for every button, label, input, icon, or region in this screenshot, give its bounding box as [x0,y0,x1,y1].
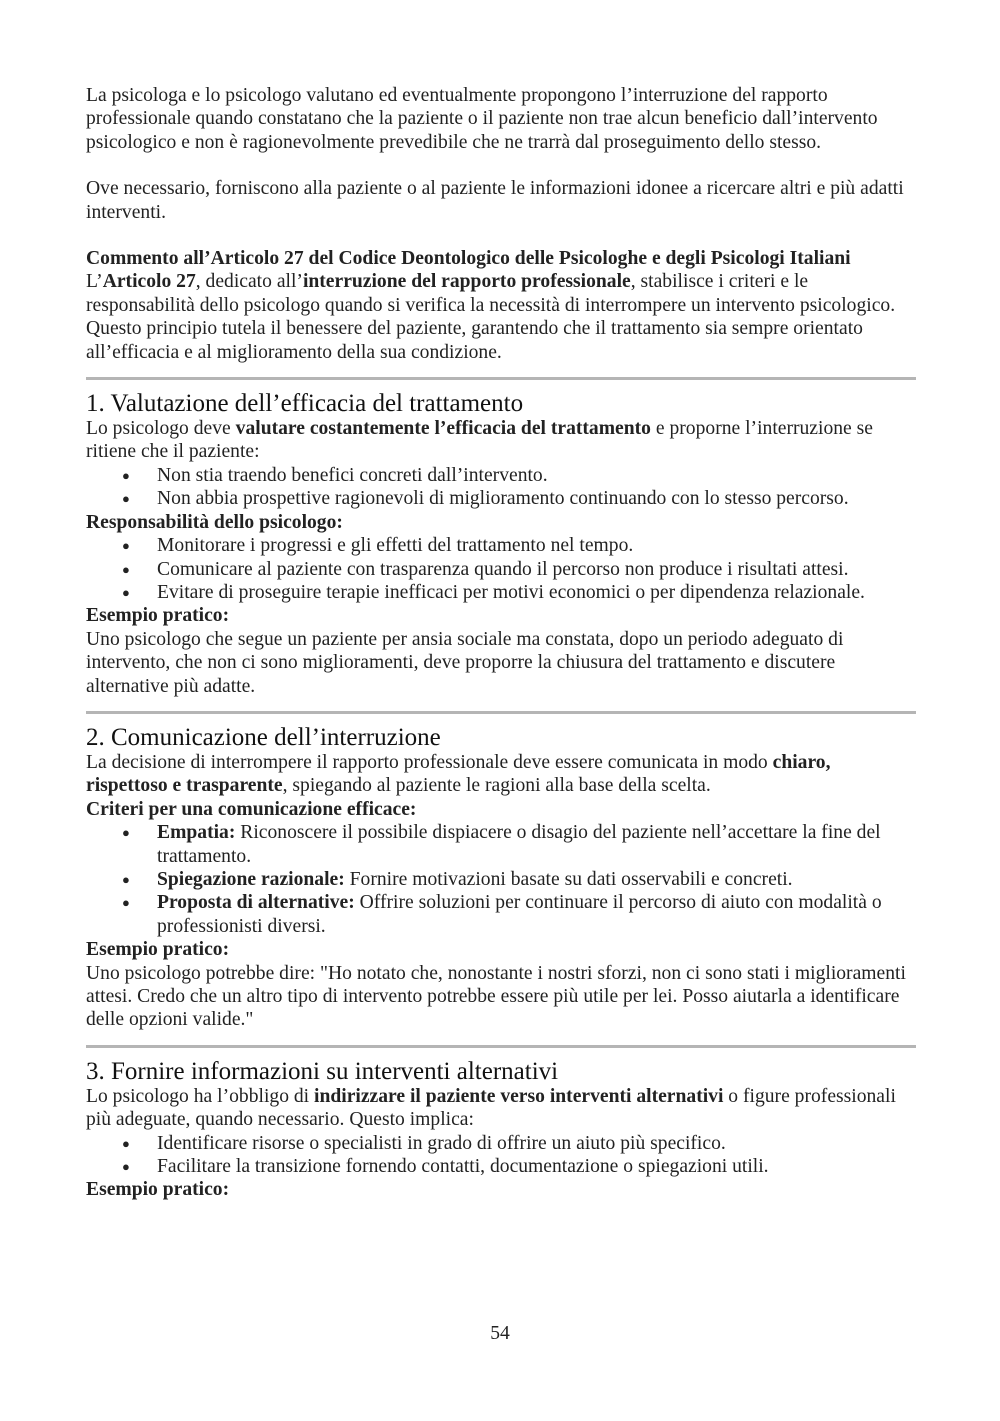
list-item: ● Evitare di proseguire terapie inefficaci per motivi economici o per dipendenza relazionale. [157,581,916,604]
section-2-text-2: , spiegando al paziente le ragioni alla base della scelta. [282,775,711,797]
section-2-criteria-list [86,821,916,938]
section-2-bold: chiaro, rispettoso e trasparente [86,751,831,797]
section-1-bullet-list [86,464,916,511]
section-2-example-heading: Esempio pratico: [86,939,230,961]
section-3-example-heading: Esempio pratico: [86,1179,230,1201]
section-1-text-2: e proporne l’interruzione se ritiene che il paziente: [86,418,873,463]
list-item [157,891,916,938]
criteria-label: Empatia: [157,822,236,844]
list-item: ● Facilitare la transizione fornendo contatti, documentazione o spiegazioni utili. [157,1155,916,1178]
section-divider [86,377,916,380]
comment-bold-topic: interruzione del rapporto professionale [302,271,631,293]
comment-text-3: , stabilisce i criteri e le responsabilità dello psicologo quando si verifica la necessità di interrompere un intervento psicologico. Questo principio tutela il benessere del paziente, garantendo che il trattamento sia sempre orientato all’efficacia e al miglioramento della sua condizione. [86,271,896,363]
intro-paragraph-2: Ove necessario, forniscono alla paziente o al paziente le informazioni idonee a ricercare altri e più adatti interventi. [86,178,904,223]
section-divider [86,1045,916,1048]
list-item: ● Non abbia prospettive ragionevoli di miglioramento continuando con lo stesso percorso. [157,487,916,510]
list-item: ● Monitorare i progressi e gli effetti del trattamento nel tempo. [157,534,916,557]
section-1-example: Uno psicologo che segue un paziente per ansia sociale ma constata, dopo un periodo adeguato di intervento, che non ci sono miglioramenti, deve proporre la chiusura del trattamento e discutere alternative più adatte. [86,628,844,697]
section-3-text-2: o figure professionali più adeguate, quando necessario. Questo implica: [86,1085,896,1131]
section-1-responsibility-list [86,534,916,604]
section-3-text-1: Lo psicologo ha l’obbligo di [86,1085,315,1107]
section-2-intro [86,751,916,798]
section-3-bullet-list [86,1132,916,1179]
section-2-heading: 2. Comunicazione dell’interruzione [86,723,441,751]
section-1-example-heading: Esempio pratico: [86,605,230,627]
list-item [157,868,916,891]
section-3-bold: indirizzare il paziente verso interventi alternativi [314,1085,724,1107]
list-item: ● Non stia traendo benefici concreti dall’intervento. [157,464,916,487]
comment-paragraph [86,270,916,364]
section-1-heading: 1. Valutazione dell’efficacia del trattamento [86,390,524,418]
section-3-heading: 3. Fornire informazioni su interventi alternativi [86,1057,559,1085]
criteria-text: Offrire soluzioni per continuare il percorso di aiuto con modalità o professionisti diversi. [157,892,882,937]
criteria-label: Spiegazione razionale: [157,868,345,890]
comment-text-2: , dedicato all’ [195,271,303,293]
section-2-text-1: La decisione di interrompere il rapporto professionale deve essere comunicata in modo [86,751,773,773]
section-3-intro [86,1085,916,1132]
section-2-example: Uno psicologo potrebbe dire: "Ho notato che, nonostante i nostri sforzi, non ci sono stati i miglioramenti attesi. Credo che un altro tipo di intervento potrebbe essere più utile per lei. Posso aiutarla a identificare delle opzioni valide." [86,962,906,1031]
page-number: 54 [490,1323,510,1344]
section-1-responsibility-heading: Responsabilità dello psicologo: [86,511,343,533]
criteria-label: Proposta di alternative: [157,892,355,914]
intro-paragraph-1: La psicologa e lo psicologo valutano ed eventualmente propongono l’interruzione del rapporto professionale quando constatano che la paziente o il paziente non trae alcun beneficio dall’intervento psicologico e non è ragionevolmente prevedibile che ne trarrà dal proseguimento dello stesso. [86,85,878,153]
section-1-bold: valutare costantemente l’efficacia del trattamento [235,418,651,440]
comment-text-1: L’ [86,271,103,293]
comment-bold-article: Articolo 27 [102,271,196,293]
section-2-criteria-heading: Criteri per una comunicazione efficace: [86,798,417,820]
criteria-text: Fornire motivazioni basate su dati osservabili e concreti. [344,868,793,890]
list-item: ● Comunicare al paziente con trasparenza quando il percorso non produce i risultati attesi. [157,558,916,581]
section-1-intro [86,417,916,464]
list-item: ● Identificare risorse o specialisti in grado di offrire un aiuto più specifico. [157,1132,916,1155]
list-item [157,821,916,868]
comment-title: Commento all’Articolo 27 del Codice Deontologico delle Psicologhe e degli Psicologi Italiani [86,248,851,270]
section-1-text-1: Lo psicologo deve [86,418,236,440]
section-divider [86,711,916,714]
criteria-text: Riconoscere il possibile dispiacere o disagio del paziente nell’accettare la fine del trattamento. [157,822,881,867]
